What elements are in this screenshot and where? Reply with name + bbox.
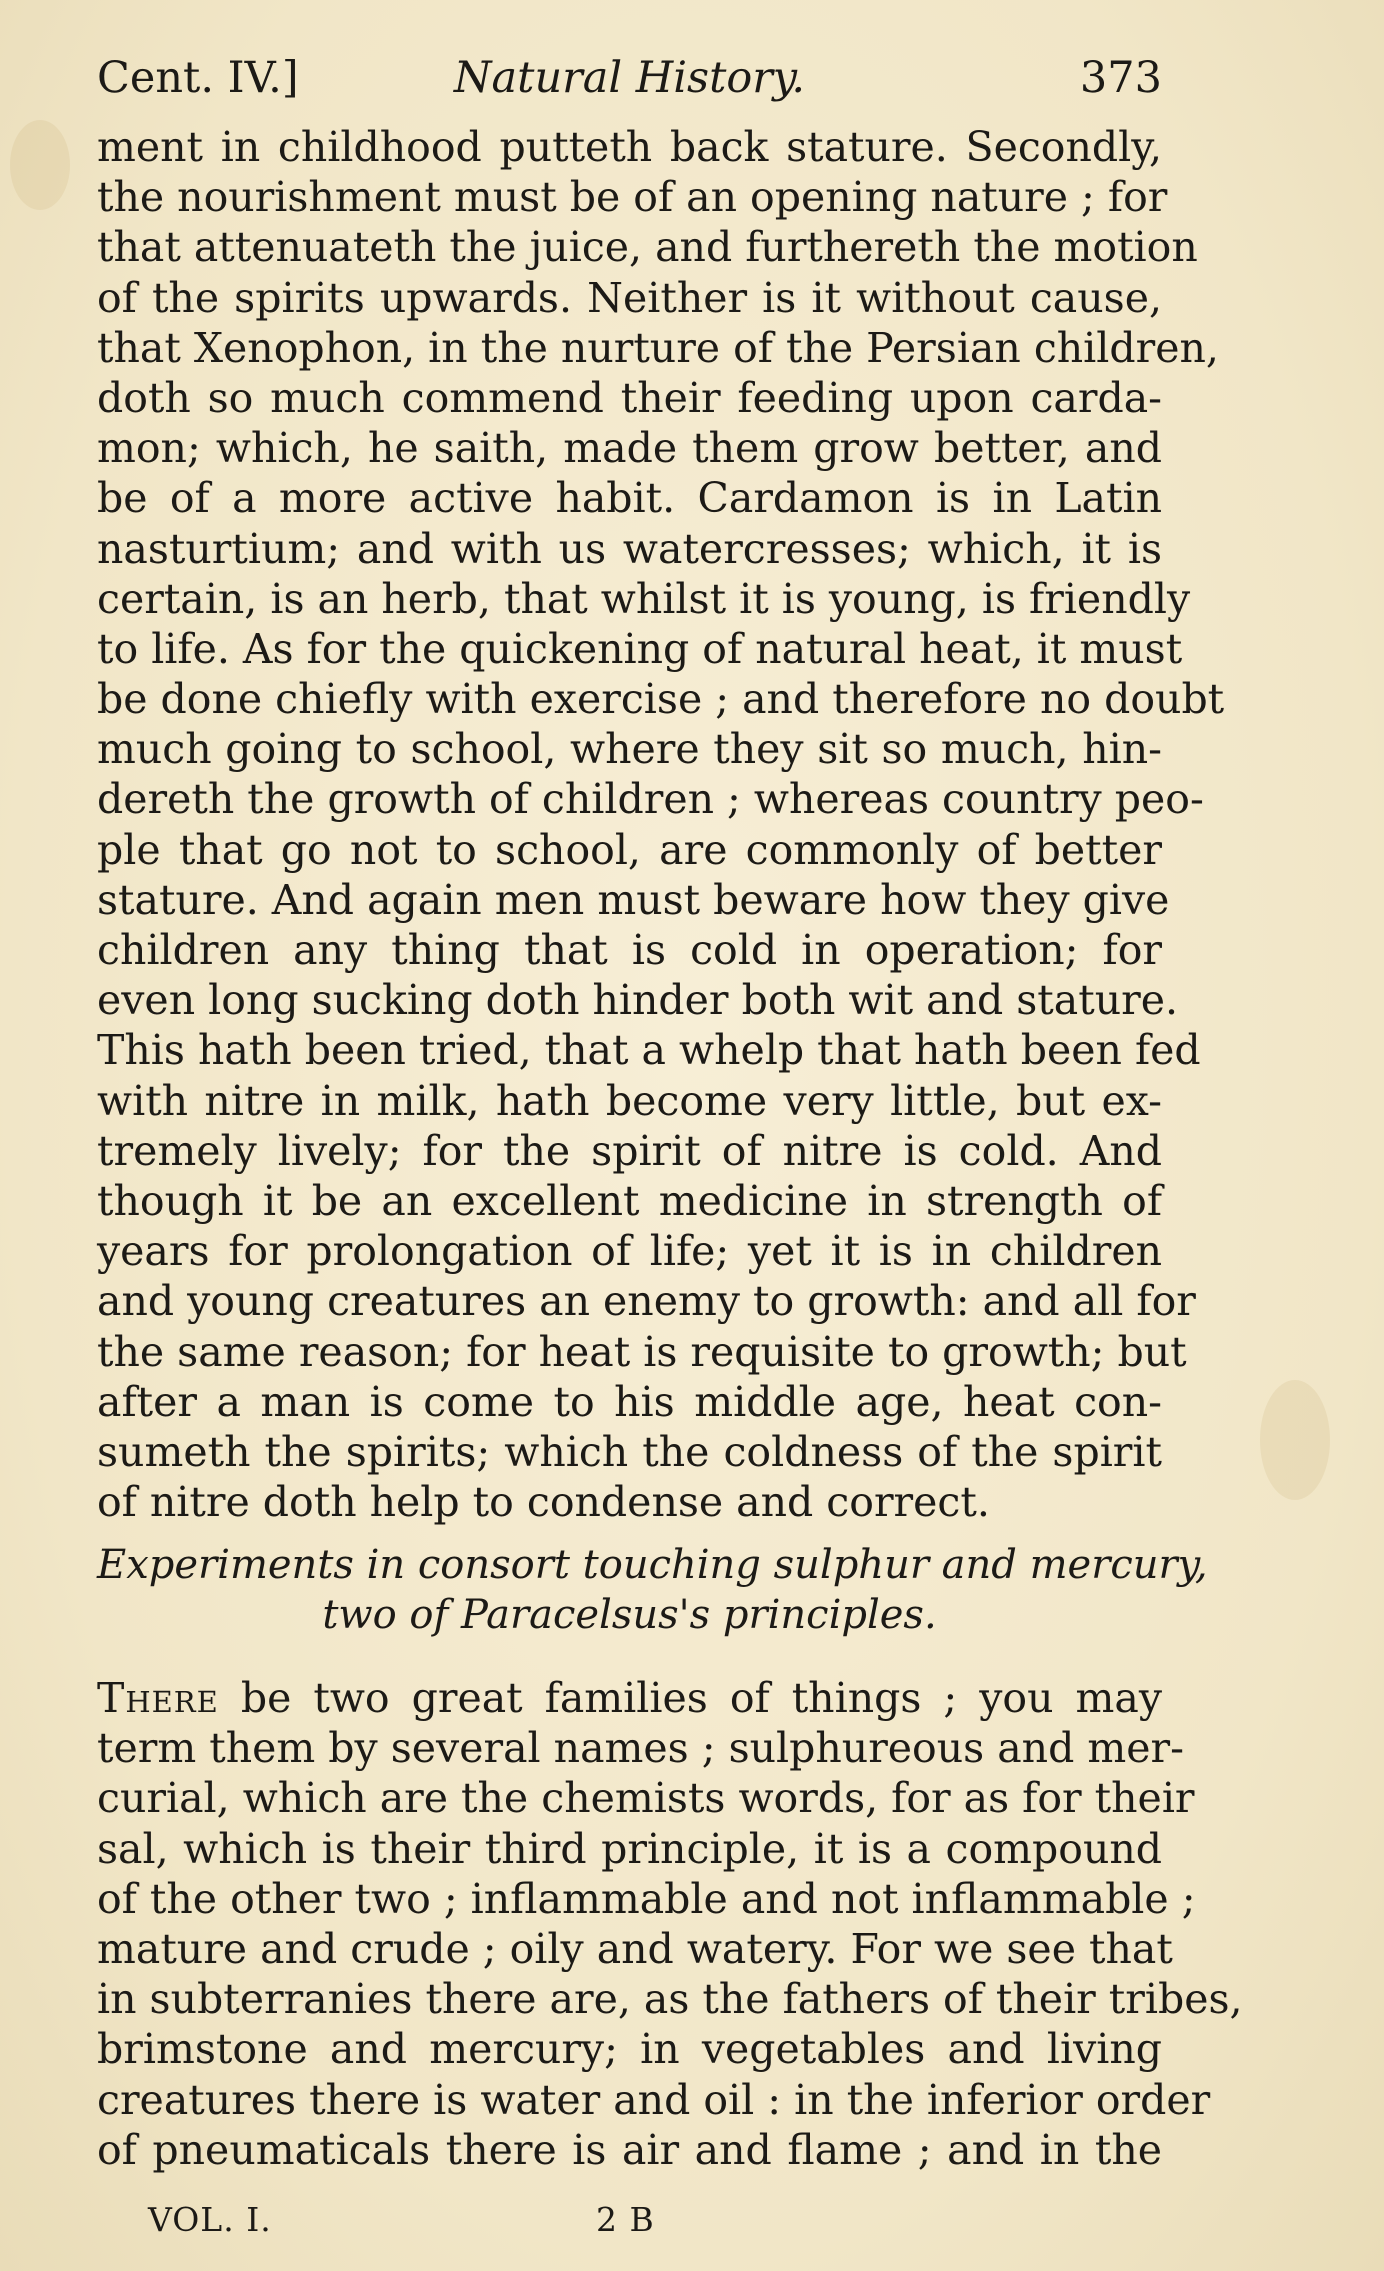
section-heading-line: two of Paracelsus's principles.: [322, 1592, 937, 1638]
text-line: much going to school, where they sit so much, hin-: [97, 725, 1162, 774]
text-line: and young creatures an enemy to growth: and all for: [97, 1277, 1196, 1326]
text-line: years for prolongation of life; yet it is in children: [97, 1227, 1162, 1276]
drop-word: There: [97, 1674, 219, 1722]
header-title: Natural History.: [453, 53, 806, 103]
text-line: to life. As for the quickening of natural heat, it must: [97, 624, 1183, 673]
section-heading-line: Experiments in consort touching sulphur and mercury,: [97, 1542, 1208, 1588]
header-section: Cent. IV.]: [97, 53, 299, 103]
text-line: of the spirits upwards. Neither is it without cause,: [97, 273, 1162, 322]
text-line: children any thing that is cold in operation; for: [97, 926, 1162, 974]
text-line: that attenuateth the juice, and furthereth the motion: [97, 223, 1198, 272]
section-heading: [97, 1540, 1208, 1640]
text-line: ment in childhood putteth back stature. Secondly,: [97, 123, 1162, 171]
text-line: the nourishment must be of an opening nature ; for: [97, 173, 1168, 222]
paragraph-one: [97, 122, 1225, 1527]
running-header: [97, 48, 1162, 108]
text-line: curial, which are the chemists words, for as for their: [97, 1774, 1195, 1823]
text-line: mon; which, he saith, made them grow better, and: [97, 424, 1162, 473]
text-line: doth so much commend their feeding upon carda-: [97, 373, 1162, 422]
volume-label: VOL. I.: [148, 2200, 272, 2239]
text-line: stature. And again men must beware how they give: [97, 875, 1170, 924]
text-line: after a man is come to his middle age, heat con-: [97, 1377, 1162, 1426]
text-line-opening: [97, 1673, 1162, 1723]
text-line: nasturtium; and with us watercresses; which, it is: [97, 524, 1162, 573]
text-line: brimstone and mercury; in vegetables and living: [97, 2025, 1162, 2074]
paper-stain: [10, 120, 70, 210]
text-line: ple that go not to school, are commonly of better: [97, 825, 1162, 874]
text-line: dereth the growth of children ; whereas country peo-: [97, 775, 1204, 824]
text-line: with nitre in milk, hath become very little, but ex-: [97, 1076, 1162, 1125]
paragraph-two: [97, 1673, 1243, 2175]
text-line: sal, which is their third principle, it is a compound: [97, 1824, 1162, 1873]
text-line: term them by several names ; sulphureous and mer-: [97, 1724, 1184, 1773]
text-line: sumeth the spirits; which the coldness of the spirit: [97, 1427, 1162, 1476]
text-line: tremely lively; for the spirit of nitre is cold. And: [97, 1126, 1162, 1175]
signature-mark: 2 B: [596, 2200, 655, 2239]
text-line: of nitre doth help to condense and correct.: [97, 1478, 990, 1527]
text-line: even long sucking doth hinder both wit and stature.: [97, 976, 1178, 1025]
text-line: in subterranies there are, as the fathers of their tribes,: [97, 1975, 1243, 2024]
text-line: though it be an excellent medicine in strength of: [97, 1176, 1162, 1225]
paper-stain: [1260, 1380, 1330, 1500]
text-line: be of a more active habit. Cardamon is in Latin: [97, 474, 1162, 523]
text-line: This hath been tried, that a whelp that hath been fed: [97, 1026, 1201, 1075]
text-line: the same reason; for heat is requisite to growth; but: [97, 1327, 1187, 1376]
text-line: of the other two ; inflammable and not inflammable ;: [97, 1874, 1196, 1923]
text-line: mature and crude ; oily and watery. For we see that: [97, 1924, 1173, 1973]
page-number: 373: [1079, 53, 1162, 103]
text-line: of pneumaticals there is air and flame ; and in the: [97, 2125, 1162, 2174]
text-line: certain, is an herb, that whilst it is young, is friendly: [97, 574, 1191, 623]
text-line: that Xenophon, in the nurture of the Persian children,: [97, 323, 1219, 372]
opening-line-rest: be two great families of things ; you may: [218, 1674, 1162, 1722]
page-footer: [0, 2192, 1384, 2248]
text-line: creatures there is water and oil : in the inferior order: [97, 2075, 1211, 2124]
text-line: be done chiefly with exercise ; and therefore no doubt: [97, 675, 1225, 724]
